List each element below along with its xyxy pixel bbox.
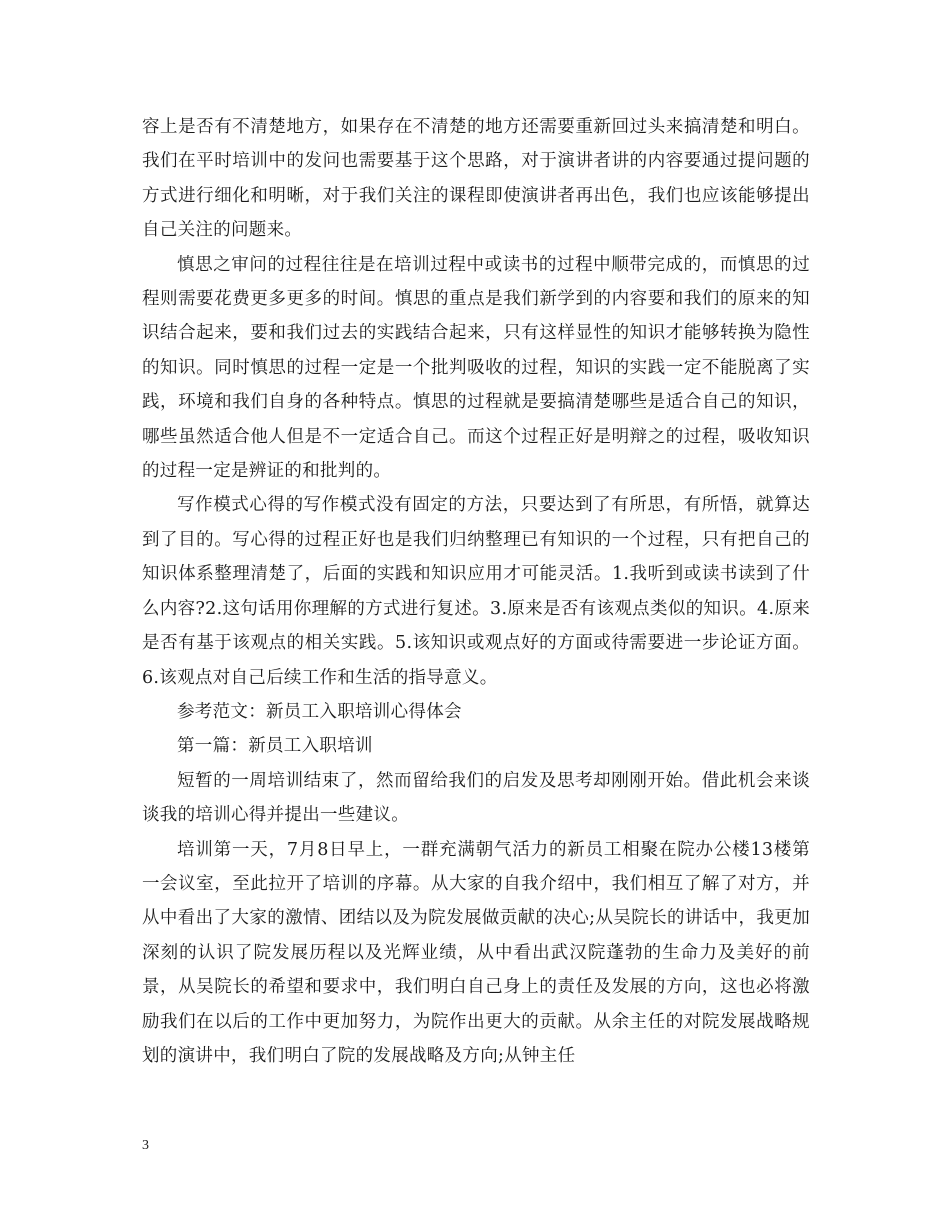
paragraph: 短暂的一周培训结束了，然而留给我们的启发及思考却刚刚开始。借此机会来谈谈我的培训心得并提出一些建议。 xyxy=(142,770,810,826)
paragraph: 培训第一天，7月8日早上，一群充满朝气活力的新员工相聚在院办公楼13楼第一会议室，至此拉开了培训的序幕。从大家的自我介绍中，我们相互了解了对方，并从中看出了大家的激情、团结以及为院发展做贡献的决心;从吴院长的讲话中，我更加深刻的认识了院发展历程以及光辉业绩，从中看出武汉院蓬勃的生命力及美好的前景，从吴院长的希望和要求中，我们明白自己身上的责任及发展的方向，这也必将激励我们在以后的工作中更加努力，为院作出更大的贡献。从余主任的对院发展战略规划的演讲中，我们明白了院的发展战略及方向;从钟主任 xyxy=(142,839,810,1066)
page-number: 3 xyxy=(142,1138,149,1153)
paragraph-continued: 容上是否有不清楚地方，如果存在不清楚的地方还需要重新回过头来搞清楚和明白。我们在平时培训中的发问也需要基于这个思路，对于演讲者讲的内容要通过提问题的方式进行细化和明晰，对于我们关注的课程即使演讲者再出色，我们也应该能够提出自己关注的问题来。 xyxy=(142,117,810,241)
section-heading: 第一篇：新员工入职培训 xyxy=(177,736,373,757)
paragraph: 慎思之审问的过程往往是在培训过程中或读书的过程中顺带完成的，而慎思的过程则需要花费更多更多的时间。慎思的重点是我们新学到的内容要和我们的原来的知识结合起来，要和我们过去的实践结合起来，只有这样显性的知识才能够转换为隐性的知识。同时慎思的过程一定是一个批判吸收的过程，知识的实践一定不能脱离了实践，环境和我们自身的各种特点。慎思的过程就是要搞清楚哪些是适合自己的知识，哪些虽然适合他人但是不一定适合自己。而这个过程正好是明辩之的过程，吸收知识的过程一定是辨证的和批判的。 xyxy=(142,254,810,482)
reference-heading: 参考范文：新员工入职培训心得体会 xyxy=(177,701,462,722)
document-body xyxy=(142,110,810,1073)
paragraph: 写作模式心得的写作模式没有固定的方法，只要达到了有所思，有所悟，就算达到了目的。写心得的过程正好也是我们归纳整理已有知识的一个过程，只有把自己的知识体系整理清楚了，后面的实践和知识应用才可能灵活。1.我听到或读书读到了什么内容?2.这句话用你理解的方式进行复述。3.原来是否有该观点类似的知识。4.原来是否有基于该观点的相关实践。5.该知识或观点好的方面或待需要进一步论证方面。6.该观点对自己后续工作和生活的指导意义。 xyxy=(142,495,810,688)
